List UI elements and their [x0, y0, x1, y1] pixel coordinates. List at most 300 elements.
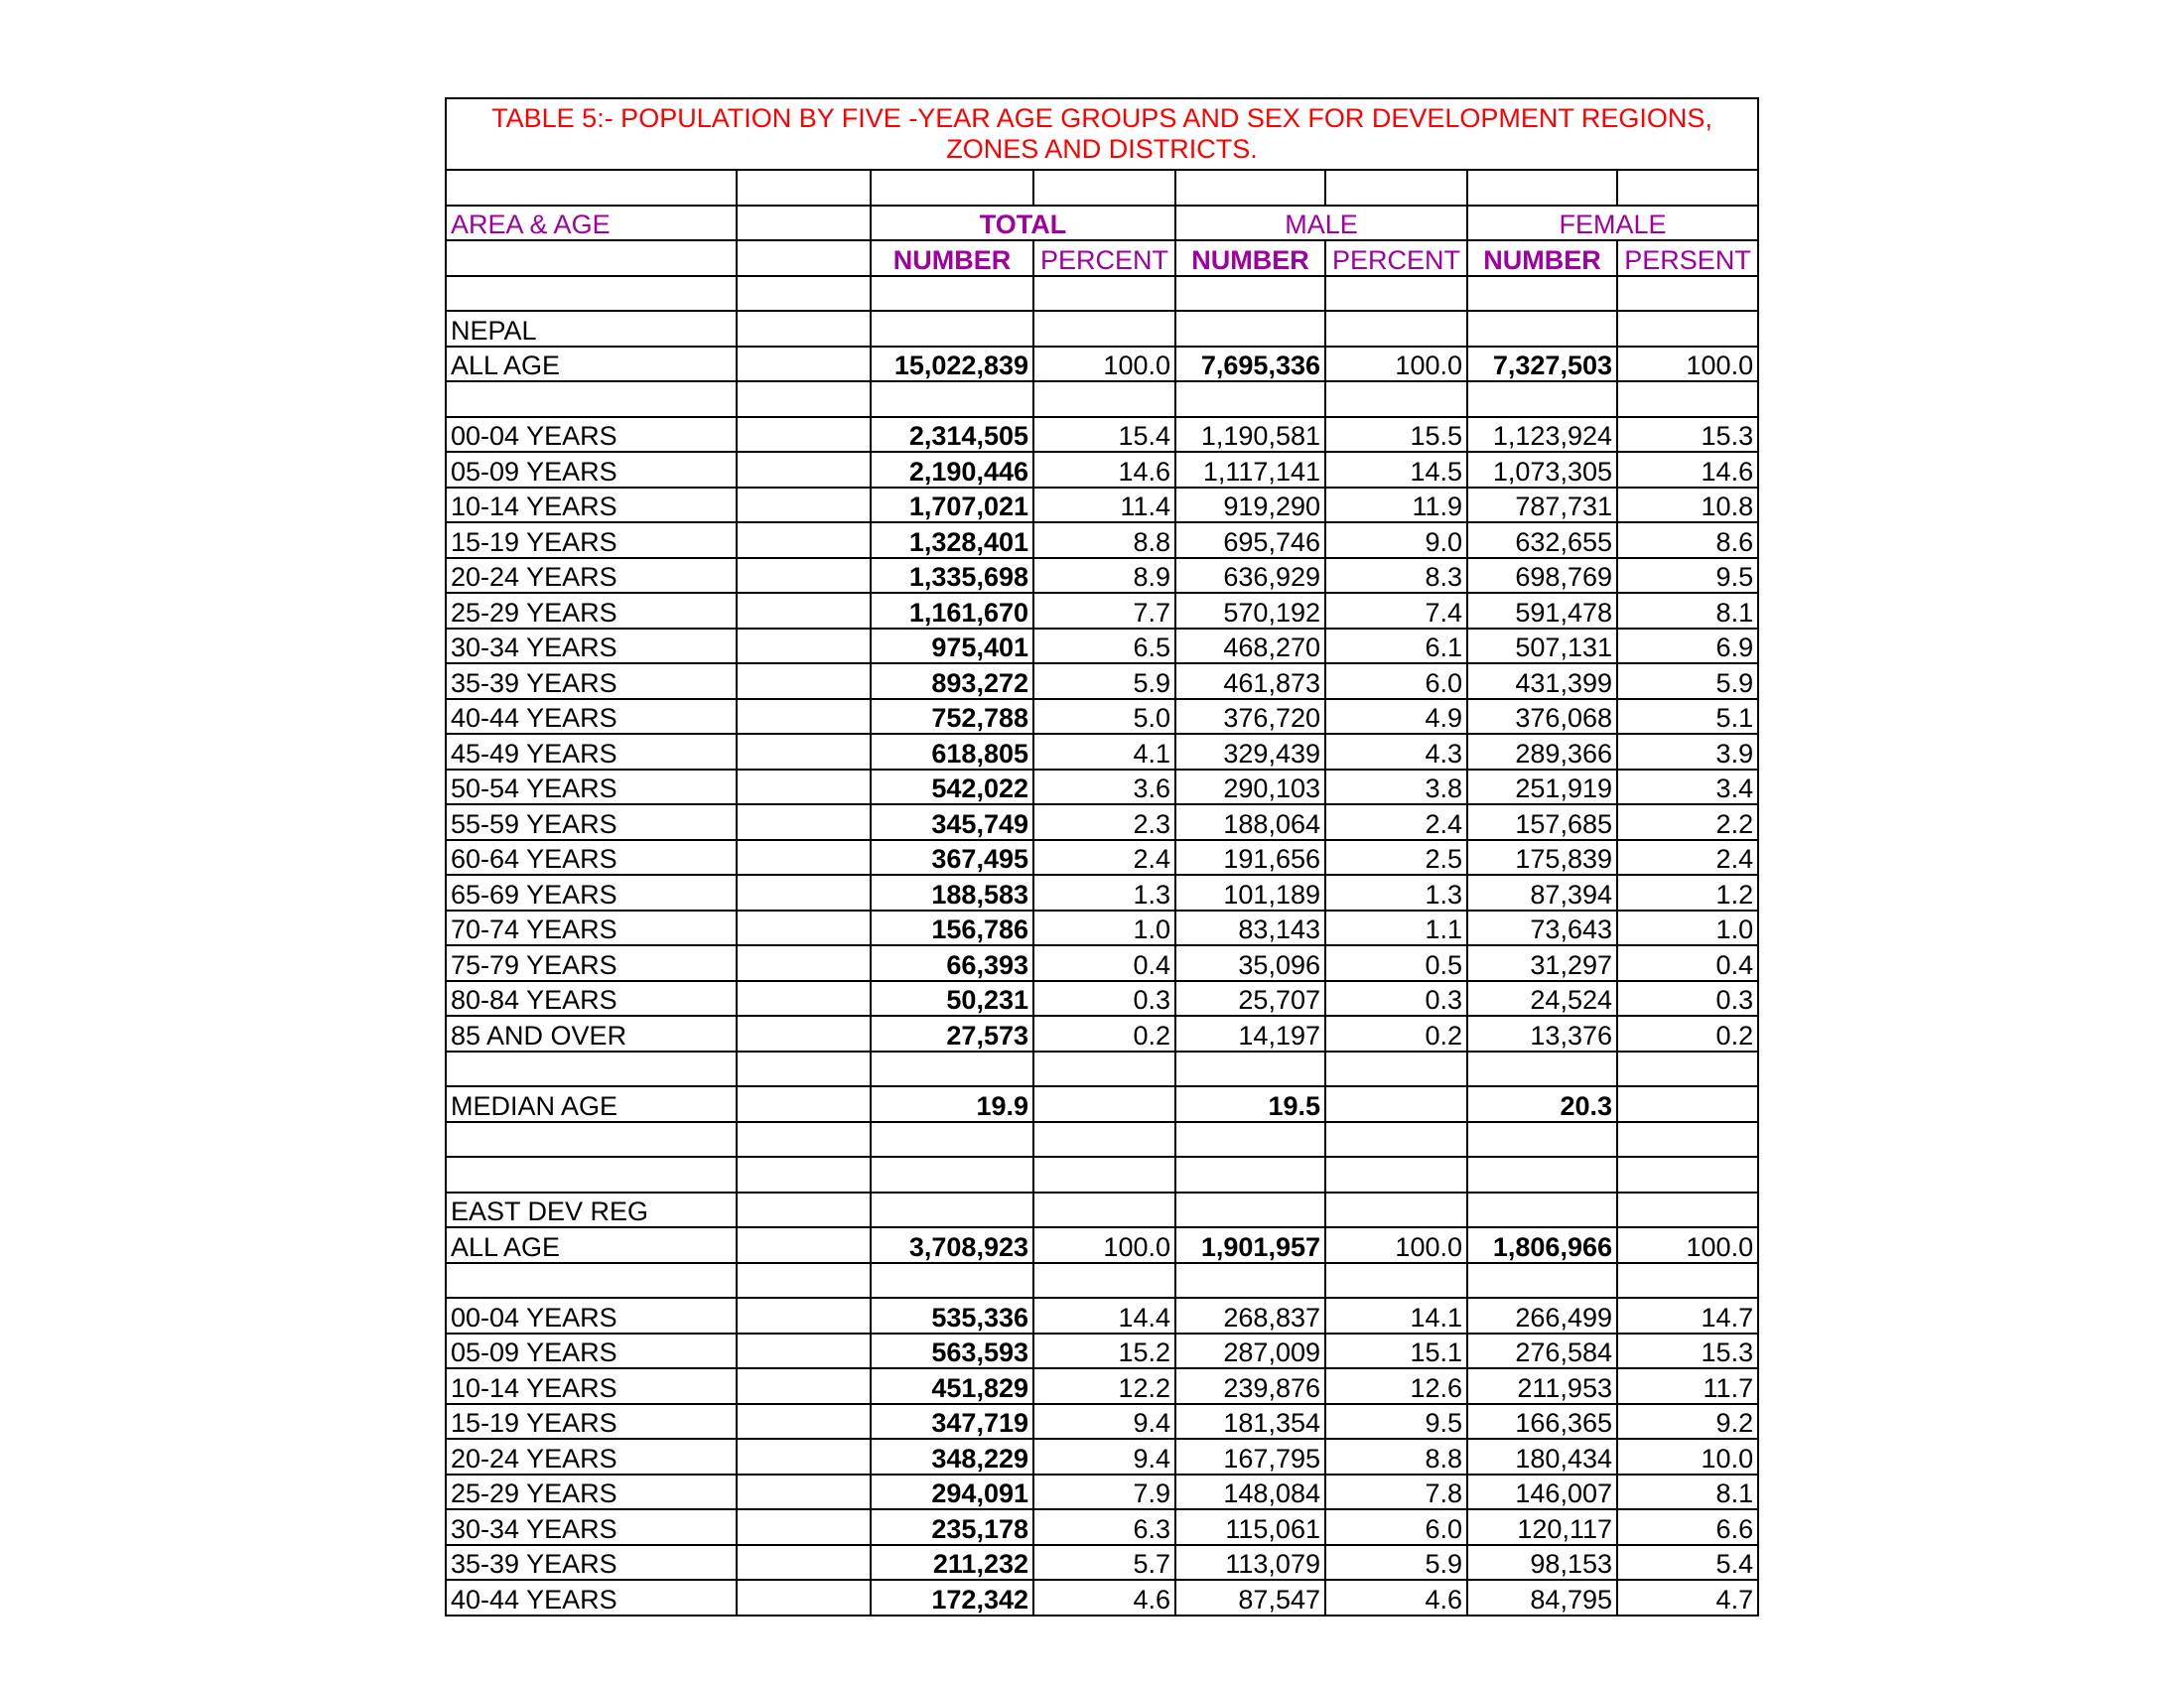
empty-cell — [1467, 1193, 1617, 1228]
male-number-cell: 1,117,141 — [1175, 452, 1325, 488]
female-number-cell: 431,399 — [1467, 663, 1617, 699]
male-number-cell: 7,695,336 — [1175, 347, 1325, 382]
empty-cell — [1033, 1193, 1175, 1228]
female-percent-cell: 11.7 — [1617, 1368, 1758, 1404]
total-number-cell: 535,336 — [871, 1298, 1033, 1334]
age-group-label: 15-19 YEARS — [446, 1404, 737, 1440]
male-percent-cell: 4.9 — [1325, 699, 1467, 735]
male-percent-header: PERCENT — [1325, 240, 1467, 276]
age-group-label: 55-59 YEARS — [446, 804, 737, 840]
table-row — [446, 1545, 1758, 1581]
age-group-label: 20-24 YEARS — [446, 1439, 737, 1475]
female-number-cell: 266,499 — [1467, 1298, 1617, 1334]
female-number-cell: 211,953 — [1467, 1368, 1617, 1404]
empty-cell — [1325, 276, 1467, 312]
empty-cell — [737, 1580, 871, 1616]
table-row — [446, 593, 1758, 629]
female-percent-cell: 1.0 — [1617, 911, 1758, 946]
total-percent-cell: 100.0 — [1033, 347, 1175, 382]
total-percent-cell: 0.3 — [1033, 981, 1175, 1017]
total-number-cell: 1,335,698 — [871, 558, 1033, 594]
female-percent-cell: 5.4 — [1617, 1545, 1758, 1581]
male-percent-cell: 1.1 — [1325, 911, 1467, 946]
male-number-cell: 83,143 — [1175, 911, 1325, 946]
spacer-row — [446, 170, 1758, 206]
female-number-cell: 7,327,503 — [1467, 347, 1617, 382]
female-percent-cell: 14.7 — [1617, 1298, 1758, 1334]
empty-cell — [737, 1475, 871, 1510]
empty-cell — [1467, 381, 1617, 417]
table-row — [446, 1122, 1758, 1158]
age-group-label: 40-44 YEARS — [446, 1580, 737, 1616]
female-percent-cell: 8.1 — [1617, 1475, 1758, 1510]
total-number-cell: 211,232 — [871, 1545, 1033, 1581]
male-percent-cell: 6.1 — [1325, 629, 1467, 664]
male-number-cell: 25,707 — [1175, 981, 1325, 1017]
empty-cell — [1467, 1052, 1617, 1087]
empty-cell — [737, 1227, 871, 1263]
total-percent-cell: 6.5 — [1033, 629, 1175, 664]
total-percent-header: PERCENT — [1033, 240, 1175, 276]
age-group-label: 70-74 YEARS — [446, 911, 737, 946]
age-group-label: 60-64 YEARS — [446, 840, 737, 876]
male-percent-cell: 9.5 — [1325, 1404, 1467, 1440]
male-number-cell: 191,656 — [1175, 840, 1325, 876]
table-row — [446, 1052, 1758, 1087]
total-number-cell: 235,178 — [871, 1509, 1033, 1545]
total-percent-cell: 11.4 — [1033, 488, 1175, 523]
female-number-cell: 698,769 — [1467, 558, 1617, 594]
table-row — [446, 663, 1758, 699]
male-number-header: NUMBER — [1175, 240, 1325, 276]
age-group-label: 00-04 YEARS — [446, 1298, 737, 1334]
total-number-cell: 15,022,839 — [871, 347, 1033, 382]
total-number-cell: 347,719 — [871, 1404, 1033, 1440]
empty-cell — [1033, 1157, 1175, 1193]
age-group-label: 40-44 YEARS — [446, 699, 737, 735]
female-number-cell: 175,839 — [1467, 840, 1617, 876]
total-percent-cell: 0.2 — [1033, 1016, 1175, 1052]
empty-cell — [1033, 276, 1175, 312]
female-number-cell: 289,366 — [1467, 734, 1617, 770]
empty-cell — [737, 981, 871, 1017]
male-header: MALE — [1175, 206, 1467, 241]
empty-cell — [446, 1122, 737, 1158]
table-row — [446, 840, 1758, 876]
total-number-cell: 1,328,401 — [871, 522, 1033, 558]
total-number-cell: 156,786 — [871, 911, 1033, 946]
total-number-header: NUMBER — [871, 240, 1033, 276]
table-row — [446, 734, 1758, 770]
total-percent-cell: 5.0 — [1033, 699, 1175, 735]
female-number-cell: 1,073,305 — [1467, 452, 1617, 488]
female-percent-cell — [1617, 1086, 1758, 1122]
age-group-label: 80-84 YEARS — [446, 981, 737, 1017]
male-percent-cell: 6.0 — [1325, 663, 1467, 699]
total-percent-cell: 6.3 — [1033, 1509, 1175, 1545]
empty-cell — [737, 911, 871, 946]
table-row — [446, 804, 1758, 840]
empty-cell — [1325, 1052, 1467, 1087]
empty-cell — [1175, 1157, 1325, 1193]
male-number-cell: 1,190,581 — [1175, 417, 1325, 453]
male-percent-cell: 15.1 — [1325, 1334, 1467, 1369]
male-number-cell: 35,096 — [1175, 945, 1325, 981]
age-group-label: 30-34 YEARS — [446, 629, 737, 664]
age-group-label: 35-39 YEARS — [446, 663, 737, 699]
table-row — [446, 488, 1758, 523]
total-percent-cell: 5.9 — [1033, 663, 1175, 699]
age-group-label: ALL AGE — [446, 347, 737, 382]
female-number-cell: 157,685 — [1467, 804, 1617, 840]
empty-cell — [1033, 1122, 1175, 1158]
total-percent-cell: 2.4 — [1033, 840, 1175, 876]
median-label: MEDIAN AGE — [446, 1086, 737, 1122]
empty-cell — [737, 699, 871, 735]
age-group-label: 45-49 YEARS — [446, 734, 737, 770]
empty-cell — [446, 1052, 737, 1087]
male-number-cell: 87,547 — [1175, 1580, 1325, 1616]
female-number-cell: 1,123,924 — [1467, 417, 1617, 453]
total-percent-cell: 12.2 — [1033, 1368, 1175, 1404]
empty-cell — [1325, 311, 1467, 347]
total-number-cell: 50,231 — [871, 981, 1033, 1017]
empty-cell — [871, 311, 1033, 347]
empty-cell — [737, 1157, 871, 1193]
area-name: EAST DEV REG — [446, 1193, 737, 1228]
total-percent-cell: 15.2 — [1033, 1334, 1175, 1369]
female-number-cell: 507,131 — [1467, 629, 1617, 664]
female-percent-cell: 5.1 — [1617, 699, 1758, 735]
empty-cell — [1617, 1052, 1758, 1087]
female-percent-cell: 0.3 — [1617, 981, 1758, 1017]
empty-cell — [1175, 1193, 1325, 1228]
total-number-cell: 451,829 — [871, 1368, 1033, 1404]
empty-cell — [1033, 1263, 1175, 1299]
table-row — [446, 522, 1758, 558]
female-percent-cell: 10.8 — [1617, 488, 1758, 523]
female-percent-cell: 10.0 — [1617, 1439, 1758, 1475]
male-percent-cell: 0.2 — [1325, 1016, 1467, 1052]
age-group-label: 15-19 YEARS — [446, 522, 737, 558]
empty-cell — [1325, 1263, 1467, 1299]
empty-cell — [1325, 1157, 1467, 1193]
empty-cell — [737, 311, 871, 347]
female-number-cell: 98,153 — [1467, 1545, 1617, 1581]
age-group-label: 25-29 YEARS — [446, 593, 737, 629]
female-number-cell: 20.3 — [1467, 1086, 1617, 1122]
female-number-cell: 180,434 — [1467, 1439, 1617, 1475]
table-row — [446, 981, 1758, 1017]
table-row — [446, 1016, 1758, 1052]
table-row — [446, 1086, 1758, 1122]
male-number-cell: 919,290 — [1175, 488, 1325, 523]
female-percent-cell: 100.0 — [1617, 1227, 1758, 1263]
table-row — [446, 1368, 1758, 1404]
female-percent-cell: 4.7 — [1617, 1580, 1758, 1616]
total-number-cell: 27,573 — [871, 1016, 1033, 1052]
empty-cell — [1175, 311, 1325, 347]
table-row — [446, 911, 1758, 946]
empty-cell — [871, 1052, 1033, 1087]
table-row — [446, 381, 1758, 417]
female-number-header: NUMBER — [1467, 240, 1617, 276]
male-percent-cell: 1.3 — [1325, 875, 1467, 911]
empty-cell — [1175, 1263, 1325, 1299]
empty-cell — [1325, 1122, 1467, 1158]
female-number-cell: 13,376 — [1467, 1016, 1617, 1052]
male-percent-cell: 0.5 — [1325, 945, 1467, 981]
male-percent-cell: 4.6 — [1325, 1580, 1467, 1616]
male-number-cell: 468,270 — [1175, 629, 1325, 664]
empty-cell — [1325, 1193, 1467, 1228]
empty-cell — [737, 663, 871, 699]
male-percent-cell: 7.8 — [1325, 1475, 1467, 1510]
empty-cell — [737, 1086, 871, 1122]
female-number-cell: 84,795 — [1467, 1580, 1617, 1616]
total-percent-cell: 0.4 — [1033, 945, 1175, 981]
total-percent-cell: 14.4 — [1033, 1298, 1175, 1334]
empty-cell — [737, 1334, 871, 1369]
female-number-cell: 24,524 — [1467, 981, 1617, 1017]
table-row — [446, 417, 1758, 453]
total-number-cell: 1,161,670 — [871, 593, 1033, 629]
total-number-cell: 618,805 — [871, 734, 1033, 770]
male-percent-cell: 100.0 — [1325, 1227, 1467, 1263]
table-row — [446, 1193, 1758, 1228]
female-percent-header: PERSENT — [1617, 240, 1758, 276]
male-percent-cell: 0.3 — [1325, 981, 1467, 1017]
empty-cell — [737, 1368, 871, 1404]
total-percent-cell: 7.7 — [1033, 593, 1175, 629]
total-percent-cell: 8.8 — [1033, 522, 1175, 558]
header-row — [446, 206, 1758, 241]
male-percent-cell: 8.8 — [1325, 1439, 1467, 1475]
female-percent-cell: 6.9 — [1617, 629, 1758, 664]
female-percent-cell: 2.4 — [1617, 840, 1758, 876]
table-row — [446, 945, 1758, 981]
total-number-cell: 188,583 — [871, 875, 1033, 911]
empty-cell — [737, 381, 871, 417]
total-percent-cell: 100.0 — [1033, 1227, 1175, 1263]
table-row — [446, 347, 1758, 382]
empty-cell — [737, 734, 871, 770]
empty-cell — [737, 840, 871, 876]
total-percent-cell: 5.7 — [1033, 1545, 1175, 1581]
empty-cell — [1175, 276, 1325, 312]
empty-cell — [446, 1263, 737, 1299]
empty-cell — [1175, 1122, 1325, 1158]
total-number-cell: 367,495 — [871, 840, 1033, 876]
empty-cell — [737, 875, 871, 911]
empty-cell — [1617, 1122, 1758, 1158]
table-row — [446, 1580, 1758, 1616]
total-percent-cell: 7.9 — [1033, 1475, 1175, 1510]
male-number-cell: 329,439 — [1175, 734, 1325, 770]
empty-cell — [737, 347, 871, 382]
male-number-cell: 570,192 — [1175, 593, 1325, 629]
total-percent-cell: 9.4 — [1033, 1404, 1175, 1440]
age-group-label: 35-39 YEARS — [446, 1545, 737, 1581]
female-percent-cell: 6.6 — [1617, 1509, 1758, 1545]
empty-cell — [1033, 1052, 1175, 1087]
female-percent-cell: 3.4 — [1617, 770, 1758, 805]
male-percent-cell: 11.9 — [1325, 488, 1467, 523]
male-number-cell: 287,009 — [1175, 1334, 1325, 1369]
total-number-cell: 2,190,446 — [871, 452, 1033, 488]
total-header: TOTAL — [871, 206, 1175, 241]
empty-cell — [1617, 1193, 1758, 1228]
male-number-cell: 268,837 — [1175, 1298, 1325, 1334]
total-number-cell: 3,708,923 — [871, 1227, 1033, 1263]
area-name: NEPAL — [446, 311, 737, 347]
total-number-cell: 348,229 — [871, 1439, 1033, 1475]
area-age-header: AREA & AGE — [446, 206, 737, 241]
empty-cell — [871, 1193, 1033, 1228]
male-number-cell: 115,061 — [1175, 1509, 1325, 1545]
female-number-cell: 1,806,966 — [1467, 1227, 1617, 1263]
total-percent-cell: 14.6 — [1033, 452, 1175, 488]
female-percent-cell: 0.4 — [1617, 945, 1758, 981]
male-percent-cell: 100.0 — [1325, 347, 1467, 382]
table-row — [446, 875, 1758, 911]
empty-cell — [871, 1157, 1033, 1193]
subheader-row — [446, 240, 1758, 276]
age-group-label: 50-54 YEARS — [446, 770, 737, 805]
total-number-cell: 752,788 — [871, 699, 1033, 735]
empty-cell — [1467, 1263, 1617, 1299]
female-number-cell: 166,365 — [1467, 1404, 1617, 1440]
age-group-label: 30-34 YEARS — [446, 1509, 737, 1545]
empty-cell — [446, 1157, 737, 1193]
table-row — [446, 1475, 1758, 1510]
empty-cell — [737, 629, 871, 664]
total-percent-cell: 9.4 — [1033, 1439, 1175, 1475]
total-percent-cell: 1.0 — [1033, 911, 1175, 946]
female-percent-cell: 9.5 — [1617, 558, 1758, 594]
male-percent-cell: 6.0 — [1325, 1509, 1467, 1545]
age-group-label: 20-24 YEARS — [446, 558, 737, 594]
female-percent-cell: 5.9 — [1617, 663, 1758, 699]
empty-cell — [1617, 381, 1758, 417]
age-group-label: 10-14 YEARS — [446, 488, 737, 523]
total-percent-cell: 2.3 — [1033, 804, 1175, 840]
female-number-cell: 146,007 — [1467, 1475, 1617, 1510]
total-percent-cell: 4.1 — [1033, 734, 1175, 770]
table-row — [446, 1157, 1758, 1193]
population-table — [445, 97, 1759, 1617]
empty-cell — [1617, 1263, 1758, 1299]
age-group-label: 75-79 YEARS — [446, 945, 737, 981]
empty-cell — [737, 1509, 871, 1545]
total-number-cell: 1,707,021 — [871, 488, 1033, 523]
table-row — [446, 1298, 1758, 1334]
empty-cell — [737, 1052, 871, 1087]
female-number-cell: 787,731 — [1467, 488, 1617, 523]
empty-cell — [737, 593, 871, 629]
empty-cell — [1175, 381, 1325, 417]
empty-cell — [1467, 1122, 1617, 1158]
female-number-cell: 591,478 — [1467, 593, 1617, 629]
female-percent-cell: 2.2 — [1617, 804, 1758, 840]
empty-cell — [446, 381, 737, 417]
female-percent-cell: 14.6 — [1617, 452, 1758, 488]
female-number-cell: 87,394 — [1467, 875, 1617, 911]
table-row — [446, 311, 1758, 347]
age-group-label: 10-14 YEARS — [446, 1368, 737, 1404]
empty-cell — [737, 1122, 871, 1158]
table-body — [446, 276, 1758, 1616]
male-number-cell: 290,103 — [1175, 770, 1325, 805]
age-group-label: 25-29 YEARS — [446, 1475, 737, 1510]
male-number-cell: 695,746 — [1175, 522, 1325, 558]
age-group-label: 65-69 YEARS — [446, 875, 737, 911]
empty-cell — [737, 1016, 871, 1052]
empty-cell — [737, 558, 871, 594]
total-percent-cell: 4.6 — [1033, 1580, 1175, 1616]
male-number-cell: 239,876 — [1175, 1368, 1325, 1404]
age-group-label: ALL AGE — [446, 1227, 737, 1263]
female-percent-cell: 8.6 — [1617, 522, 1758, 558]
empty-cell — [871, 276, 1033, 312]
male-number-cell: 167,795 — [1175, 1439, 1325, 1475]
table-row — [446, 699, 1758, 735]
male-percent-cell: 15.5 — [1325, 417, 1467, 453]
male-percent-cell: 14.1 — [1325, 1298, 1467, 1334]
male-percent-cell — [1325, 1086, 1467, 1122]
table-title: TABLE 5:- POPULATION BY FIVE -YEAR AGE GROUPS AND SEX FOR DEVELOPMENT REGIONS, ZONES AND DISTRICTS. — [446, 98, 1758, 170]
male-percent-cell: 12.6 — [1325, 1368, 1467, 1404]
female-header: FEMALE — [1467, 206, 1758, 241]
male-number-cell: 113,079 — [1175, 1545, 1325, 1581]
empty-cell — [737, 417, 871, 453]
total-percent-cell: 8.9 — [1033, 558, 1175, 594]
total-number-cell: 294,091 — [871, 1475, 1033, 1510]
empty-cell — [737, 770, 871, 805]
male-number-cell: 14,197 — [1175, 1016, 1325, 1052]
table-row — [446, 1334, 1758, 1369]
total-number-cell: 345,749 — [871, 804, 1033, 840]
female-percent-cell: 9.2 — [1617, 1404, 1758, 1440]
female-percent-cell: 8.1 — [1617, 593, 1758, 629]
male-number-cell: 148,084 — [1175, 1475, 1325, 1510]
empty-cell — [737, 1545, 871, 1581]
male-number-cell: 376,720 — [1175, 699, 1325, 735]
empty-cell — [1467, 311, 1617, 347]
male-percent-cell: 5.9 — [1325, 1545, 1467, 1581]
male-percent-cell: 2.4 — [1325, 804, 1467, 840]
age-group-label: 00-04 YEARS — [446, 417, 737, 453]
title-row — [446, 98, 1758, 170]
empty-cell — [1175, 1052, 1325, 1087]
empty-cell — [1033, 311, 1175, 347]
total-number-cell: 975,401 — [871, 629, 1033, 664]
male-percent-cell: 8.3 — [1325, 558, 1467, 594]
male-percent-cell: 3.8 — [1325, 770, 1467, 805]
male-percent-cell: 9.0 — [1325, 522, 1467, 558]
total-percent-cell — [1033, 1086, 1175, 1122]
total-number-cell: 19.9 — [871, 1086, 1033, 1122]
female-number-cell: 31,297 — [1467, 945, 1617, 981]
empty-cell — [737, 804, 871, 840]
female-percent-cell: 100.0 — [1617, 347, 1758, 382]
female-number-cell: 120,117 — [1467, 1509, 1617, 1545]
age-group-label: 05-09 YEARS — [446, 452, 737, 488]
empty-cell — [446, 276, 737, 312]
table-row — [446, 276, 1758, 312]
empty-cell — [1617, 276, 1758, 312]
male-number-cell: 19.5 — [1175, 1086, 1325, 1122]
